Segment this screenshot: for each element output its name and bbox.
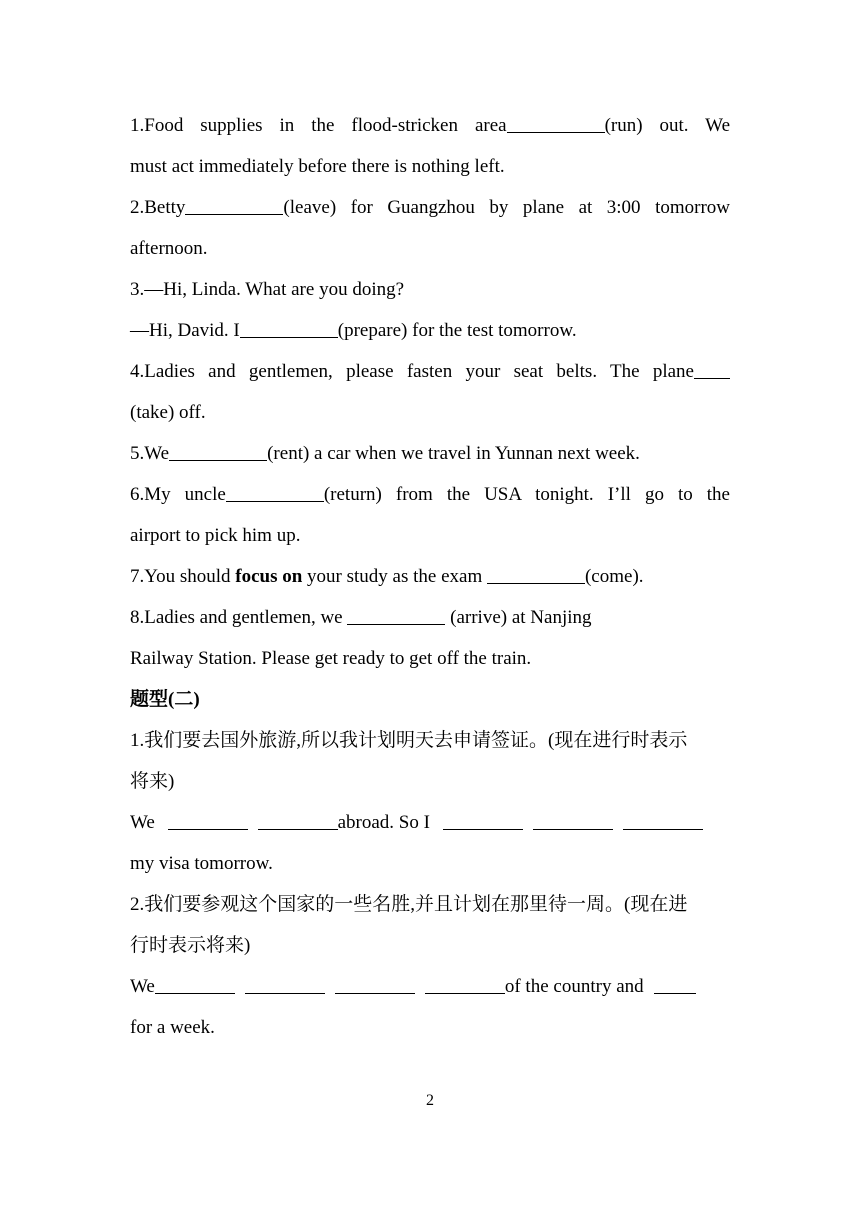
exercise-2-text-cont: afternoon. (130, 238, 208, 259)
translation-2-english-mid: of the country and (504, 976, 649, 997)
exercise-7-bold-phrase: focus on (235, 566, 303, 587)
answer-blank (185, 194, 283, 215)
exercise-2-line-2 (130, 228, 730, 269)
translation-1-english: We (130, 812, 160, 833)
answer-blank (443, 809, 523, 830)
answer-blank (168, 809, 248, 830)
translation-2-english-cont: for a week. (130, 1017, 215, 1038)
exercise-5-text: 5.We (130, 443, 170, 464)
exercise-3-question: 3.—Hi, Linda. What are you doing? (130, 279, 405, 300)
exercise-2-hint: (leave) for Guangzhou by plane at 3:00 tomorrow (283, 197, 730, 218)
exercise-5-hint: (rent) a car when we travel in Yunnan next week. (267, 443, 640, 464)
exercise-2-line-1 (130, 187, 730, 228)
exercise-4-line-2 (130, 392, 730, 433)
exercise-7-hint: (come). (584, 566, 644, 587)
exercise-1-hint: (run) out. We (604, 115, 731, 136)
exercise-1-text: 1.Food supplies in the flood-stricken area (130, 115, 507, 136)
translation-1-english-cont: my visa tomorrow. (130, 853, 273, 874)
answer-blank (169, 440, 267, 461)
section-heading: 题型(二) (130, 689, 200, 710)
exercise-8-text-cont: Railway Station. Please get ready to get off the train. (130, 648, 532, 669)
translation-1-chinese-cont: 将来) (130, 771, 175, 792)
exercise-7-text-mid: your study as the exam (302, 566, 487, 587)
translation-1-chinese-line-2 (130, 761, 730, 802)
answer-blank (347, 604, 445, 625)
exercise-3-reply: —Hi, David. I (130, 320, 240, 341)
exercise-8-line-2 (130, 638, 730, 679)
exercise-3-line-2 (130, 310, 730, 351)
answer-blank (654, 973, 696, 994)
exercise-4-hint: (take) off. (130, 402, 206, 423)
translation-1-english-line-1 (130, 802, 730, 843)
exercise-2-text: 2.Betty (130, 197, 186, 218)
translation-2-chinese-line-2 (130, 925, 730, 966)
exercise-3-hint: (prepare) for the test tomorrow. (337, 320, 577, 341)
exercise-8-hint: (arrive) at Nanjing (445, 607, 592, 628)
answer-blank (245, 973, 325, 994)
translation-1-english-line-2 (130, 843, 730, 884)
translation-2-english-line-1 (130, 966, 730, 1007)
answer-blank (533, 809, 613, 830)
exercise-4-line-1 (130, 351, 730, 392)
answer-blank (258, 809, 338, 830)
answer-blank (694, 358, 730, 379)
exercise-1-text-cont: must act immediately before there is nothing left. (130, 156, 505, 177)
page-number: 2 (426, 1092, 434, 1109)
translation-1-chinese: 1.我们要去国外旅游,所以我计划明天去申请签证。(现在进行时表示 (130, 730, 688, 751)
exercise-7-line-1 (130, 556, 730, 597)
answer-blank (507, 112, 605, 133)
exercise-7-text: 7.You should (130, 566, 236, 587)
answer-blank (487, 563, 585, 584)
exercise-8-text: 8.Ladies and gentlemen, we (130, 607, 348, 628)
exercise-4-text: 4.Ladies and gentlemen, please fasten your seat belts. The plane (130, 361, 694, 382)
exercise-8-line-1 (130, 597, 730, 638)
answer-blank (335, 973, 415, 994)
answer-blank (425, 973, 505, 994)
answer-blank (155, 973, 235, 994)
translation-2-chinese-line-1 (130, 884, 730, 925)
exercise-1-line-2 (130, 146, 730, 187)
exercise-6-line-1 (130, 474, 730, 515)
translation-2-english: We (130, 976, 155, 997)
exercise-6-line-2 (130, 515, 730, 556)
exercise-6-text: 6.My uncle (130, 484, 226, 505)
exercise-6-hint: (return) from the USA tonight. I’ll go to the (323, 484, 730, 505)
exercise-6-text-cont: airport to pick him up. (130, 525, 301, 546)
exercise-5-line-1 (130, 433, 730, 474)
answer-blank (226, 481, 324, 502)
answer-blank (623, 809, 703, 830)
exercise-3-line-1 (130, 269, 730, 310)
exercise-1-line-1 (130, 105, 730, 146)
translation-1-english-mid: abroad. So I (337, 812, 435, 833)
translation-2-chinese: 2.我们要参观这个国家的一些名胜,并且计划在那里待一周。(现在进 (130, 894, 688, 915)
translation-2-english-line-2 (130, 1007, 730, 1048)
translation-1-chinese-line-1 (130, 720, 730, 761)
answer-blank (240, 317, 338, 338)
translation-2-chinese-cont: 行时表示将来) (130, 935, 251, 956)
